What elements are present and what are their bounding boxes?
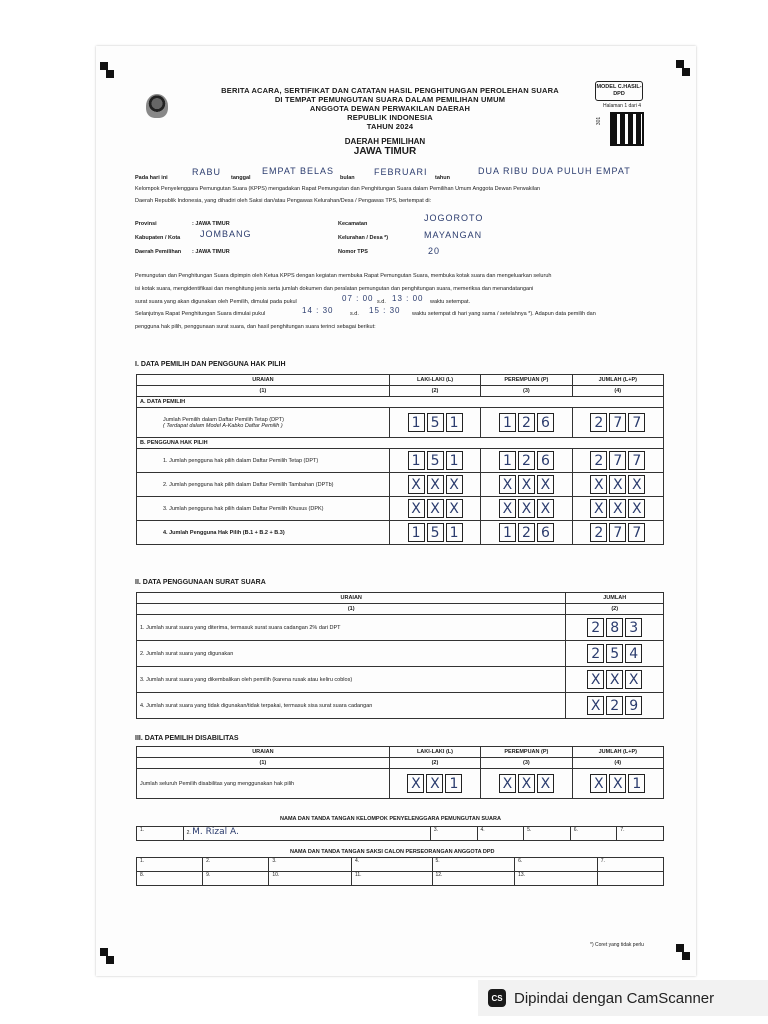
kabupaten-value: JOMBANG (200, 229, 252, 239)
cell-j: 2 7 7 (572, 408, 663, 438)
cell-l: X X 1 (389, 769, 480, 799)
count-end-time: 15 : 30 (369, 306, 401, 315)
kpps-sign-slot[interactable]: 5. (524, 827, 571, 841)
kpps-sign-slot[interactable]: 7. (617, 827, 664, 841)
saksi-sign-slot[interactable]: 7. (597, 858, 663, 872)
kpps-signature: M. Rizal A. (192, 827, 239, 837)
cell-j: 2 7 7 (572, 521, 663, 545)
model-badge: MODEL C.HASIL-DPD (595, 81, 643, 101)
cell-l: 1 5 1 (389, 449, 480, 473)
col-uraian: URAIAN (137, 747, 390, 758)
cell-p: 1 2 6 (481, 449, 572, 473)
subsection-a: A. DATA PEMILIH (137, 397, 664, 408)
cell-l: X X X (389, 473, 480, 497)
provinsi-value: : JAWA TIMUR (192, 221, 230, 227)
section-2-table (136, 592, 664, 719)
col-number: (3) (481, 386, 572, 397)
saksi-sign-slot[interactable]: 13. (515, 872, 598, 886)
registration-mark (676, 944, 684, 952)
saksi-sign-slot[interactable]: 4. (351, 858, 432, 872)
saksi-sign-slot[interactable]: 8. (137, 872, 203, 886)
dapil-label: Daerah Pemilihan (135, 249, 182, 255)
intro-label-tanggal: tanggal (231, 175, 251, 181)
document-title: BERITA ACARA, SERTIFIKAT DAN CATATAN HASIL PENGHITUNGAN PEROLEHAN SUARA DI TEMPAT PEMUNGUTAN SUARA DALAM PEMILIHAN UMUM ANGGOTA DEWAN PERWAKILAN DAERAH REPUBLIK INDONESIA TAHUN 2024 (221, 86, 559, 131)
registration-mark (100, 62, 108, 70)
section-2-title: II. DATA PENGGUNAAN SURAT SUARA (135, 579, 266, 586)
cell-l: 1 5 1 (389, 521, 480, 545)
end-time: 13 : 00 (392, 294, 424, 303)
kelurahan-value: MAYANGAN (424, 230, 483, 240)
intro-bulan: FEBRUARI (374, 167, 428, 177)
cell-j: X X 1 (572, 769, 663, 799)
cell-p: 1 2 6 (481, 408, 572, 438)
section-3-table (136, 746, 664, 799)
registration-mark (106, 956, 114, 964)
col-jumlah: JUMLAH (L+P) (572, 747, 663, 758)
saksi-sign-slot[interactable]: 9. (203, 872, 269, 886)
row-ss-1: 1. Jumlah surat suara yang diterima, termasuk surat suara cadangan 2% dari DPT (137, 615, 566, 641)
col-number: (1) (137, 386, 390, 397)
registration-mark (106, 70, 114, 78)
start-time: 07 : 00 (342, 294, 374, 303)
section-3-title: III. DATA PEMILIH DISABILITAS (135, 735, 239, 742)
sd-label: s.d. (377, 299, 386, 305)
body-line: waktu setempat di hari yang sama / setelahnya *). Adapun data pemilih dan (412, 311, 596, 317)
row-ss-3: 3. Jumlah surat suara yang dikembalikan oleh pemilih (karena rusak atau keliru coblos) (137, 667, 566, 693)
camscanner-label: Dipindai dengan CamScanner (514, 989, 715, 1007)
intro-label-hari: Pada hari ini (135, 175, 168, 181)
row-b2: 2. Jumlah pengguna hak pilih dalam Daftar Pemilih Tambahan (DPTb) (137, 473, 390, 497)
col-number: (4) (572, 386, 663, 397)
camscanner-icon: CS (488, 989, 506, 1007)
saksi-sign-slot[interactable]: 2. (203, 858, 269, 872)
body-line: Selanjutnya Rapat Penghitungan Suara dimulai pukul (135, 311, 266, 317)
body-line: pengguna hak pilih, penggunaan surat suara, dan hasil penghitungan suara terinci sebagai berikut: (135, 324, 376, 330)
cell-j: 2 5 4 (566, 641, 664, 667)
saksi-sign-slot[interactable]: 10. (269, 872, 352, 886)
count-start-time: 14 : 30 (302, 306, 334, 315)
intro-tahun: DUA RIBU DUA PULUH EMPAT (478, 166, 631, 176)
footnote: *) Coret yang tidak perlu (590, 942, 644, 948)
body-line: Pemungutan dan Penghitungan Suara dipimpin oleh Ketua KPPS dengan kegiatan membuka Rapat Pemungutan Suara, membuka kotak suara dan mengeluarkan seluruh (135, 273, 552, 279)
row-dpt: Jumlah Pemilih dalam Daftar Pemilih Tetap (DPT) ( Terdapat dalam Model A-Kabko Daftar Pemilih ) (137, 408, 390, 438)
tps-value: 20 (428, 246, 441, 256)
kpps-sign-slot[interactable]: 1. (137, 827, 184, 841)
kpps-sign-slot[interactable]: 3. (430, 827, 477, 841)
cell-l: X X X (389, 497, 480, 521)
intro-line: Daerah Republik Indonesia, yang dihadiri oleh Saksi dan/atau Pengawas Kelurahan/Desa / Pengawas TPS, bertempat di: (135, 198, 432, 204)
saksi-sign-slot[interactable]: 6. (515, 858, 598, 872)
col-uraian: URAIAN (137, 593, 566, 604)
registration-mark (676, 60, 684, 68)
saksi-signature-table (136, 857, 664, 886)
cell-j: X X X (572, 497, 663, 521)
qr-code-label: 301 (596, 116, 603, 126)
kecamatan-value: JOGOROTO (424, 213, 484, 223)
row-ss-2: 2. Jumlah surat suara yang digunakan (137, 641, 566, 667)
cell-p: X X X (481, 497, 572, 521)
kpps-signature-table (136, 826, 664, 841)
intro-tanggal: EMPAT BELAS (262, 166, 335, 176)
sd-label: s.d. (350, 311, 359, 317)
saksi-sign-slot[interactable]: 11. (351, 872, 432, 886)
kpps-sign-slot[interactable]: 4. (477, 827, 524, 841)
col-number: (3) (481, 758, 572, 769)
registration-mark (682, 952, 690, 960)
saksi-sign-slot[interactable]: 3. (269, 858, 352, 872)
col-perempuan: PEREMPUAN (P) (481, 375, 572, 386)
intro-hari: RABU (192, 167, 222, 177)
col-perempuan: PEREMPUAN (P) (481, 747, 572, 758)
registration-mark (100, 948, 108, 956)
col-uraian: URAIAN (137, 375, 390, 386)
col-number: (1) (137, 758, 390, 769)
daerah-pemilihan: DAERAH PEMILIHAN JAWA TIMUR (344, 137, 426, 157)
cell-j: X X X (566, 667, 664, 693)
cell-j: X X X (572, 473, 663, 497)
page-counter: Halaman 1 dari 4 (602, 103, 642, 109)
cell-p: X X X (481, 769, 572, 799)
row-disabilitas: Jumlah seluruh Pemilih disabilitas yang menggunakan hak pilih (137, 769, 390, 799)
camscanner-watermark (478, 980, 768, 1016)
cell-l: 1 5 1 (389, 408, 480, 438)
saksi-sign-slot[interactable]: 12. (432, 872, 515, 886)
section-1-title: I. DATA PEMILIH DAN PENGGUNA HAK PILIH (135, 361, 286, 368)
intro-line: Kelompok Penyelenggara Pemungutan Suara (KPPS) mengadakan Rapat Pemungutan dan Penghitungan Suara dalam Pemilihan Umum Anggota Dewan Perwakilan (135, 186, 541, 192)
kpps-signature-title: NAMA DAN TANDA TANGAN KELOMPOK PENYELENGGARA PEMUNGUTAN SUARA (280, 816, 501, 822)
registration-mark (682, 68, 690, 76)
cell-j: 2 7 7 (572, 449, 663, 473)
kpps-sign-slot[interactable]: 6. (570, 827, 617, 841)
col-number: (2) (389, 758, 480, 769)
row-b1: 1. Jumlah pengguna hak pilih dalam Daftar Pemilih Tetap (DPT) (137, 449, 390, 473)
intro-label-tahun: tahun (435, 175, 450, 181)
cell-j: 2 8 3 (566, 615, 664, 641)
intro-label-bulan: bulan (340, 175, 355, 181)
provinsi-label: Provinsi (135, 221, 157, 227)
kecamatan-label: Kecamatan (338, 221, 368, 227)
cell-p: X X X (481, 473, 572, 497)
cell-p: 1 2 6 (481, 521, 572, 545)
kelurahan-label: Kelurahan / Desa *) (338, 235, 389, 241)
body-line: waktu setempat. (430, 299, 471, 305)
body-line: surat suara yang akan digunakan oleh Pemilih, dimulai pada pukul (135, 299, 297, 305)
cell-j: X 2 9 (566, 693, 664, 719)
saksi-sign-slot[interactable]: 1. (137, 858, 203, 872)
saksi-signature-title: NAMA DAN TANDA TANGAN SAKSI CALON PERSEORANGAN ANGGOTA DPD (290, 849, 495, 855)
kpu-logo (146, 94, 168, 118)
tps-label: Nomor TPS (338, 249, 368, 255)
kpps-sign-slot[interactable]: 2. M. Rizal A. (183, 827, 430, 841)
col-number: (2) (566, 604, 664, 615)
body-line: isi kotak suara, mengidentifikasi dan menghitung jenis serta jumlah dokumen dan peralatan pemungutan dan penghitungan suara, memeriksa dan menandatangani (135, 286, 534, 292)
col-laki: LAKI-LAKI (L) (389, 747, 480, 758)
saksi-sign-slot[interactable]: 5. (432, 858, 515, 872)
col-laki: LAKI-LAKI (L) (389, 375, 480, 386)
col-number: (2) (389, 386, 480, 397)
row-b3: 3. Jumlah pengguna hak pilih dalam Daftar Pemilih Khusus (DPK) (137, 497, 390, 521)
col-jumlah: JUMLAH (L+P) (572, 375, 663, 386)
col-number: (1) (137, 604, 566, 615)
row-b4: 4. Jumlah Pengguna Hak Pilih (B.1 + B.2 + B.3) (137, 521, 390, 545)
col-jumlah: JUMLAH (566, 593, 664, 604)
kabupaten-label: Kabupaten / Kota (135, 235, 181, 241)
saksi-sign-slot[interactable] (597, 872, 663, 886)
col-number: (4) (572, 758, 663, 769)
qr-code (610, 112, 644, 146)
subsection-b: B. PENGGUNA HAK PILIH (137, 438, 664, 449)
section-1-table (136, 374, 664, 545)
row-ss-4: 4. Jumlah surat suara yang tidak digunakan/tidak terpakai, termasuk sisa surat suara cadangan (137, 693, 566, 719)
dapil-value: : JAWA TIMUR (192, 249, 230, 255)
